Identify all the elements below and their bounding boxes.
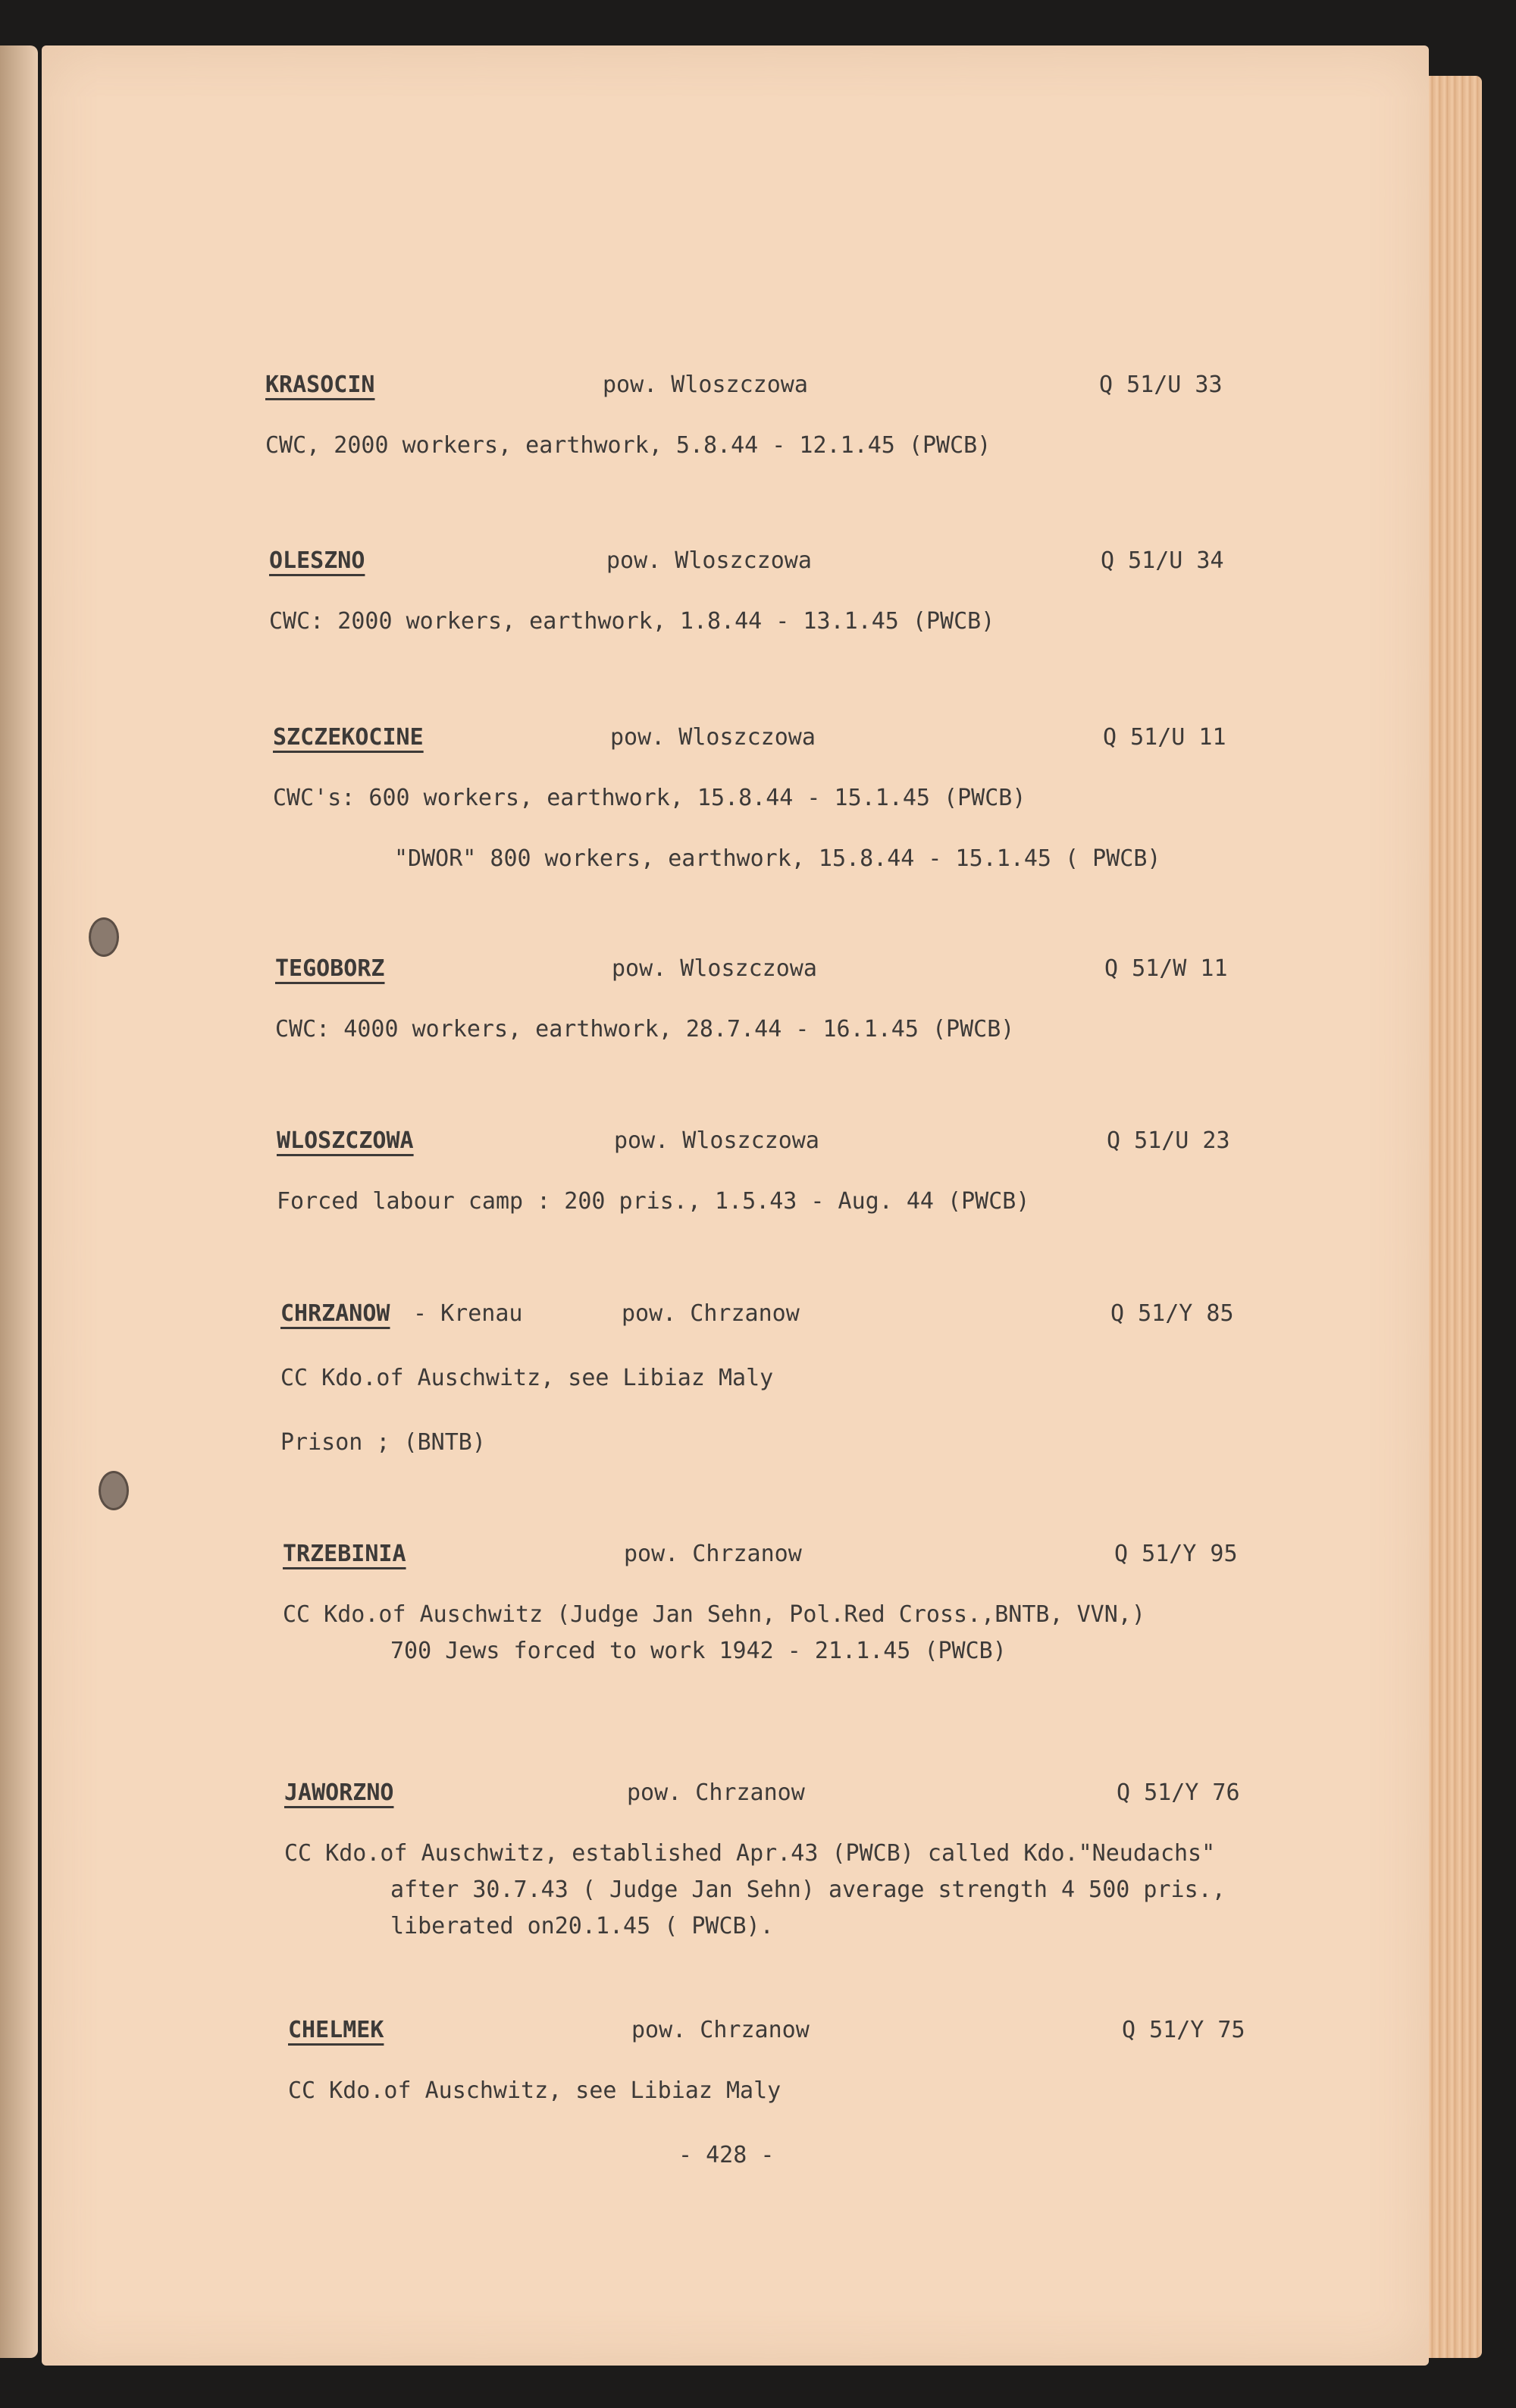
district-name: pow. Chrzanow [627, 1779, 805, 1806]
place-alias: - Krenau [413, 1300, 523, 1327]
district-name: pow. Wloszczowa [603, 372, 808, 398]
entry-detail-line: "DWOR" 800 workers, earthwork, 15.8.44 - 15.1.45 ( PWCB) [394, 845, 1161, 872]
document-page [42, 45, 1429, 2366]
entry-detail-line: CC Kdo.of Auschwitz, see Libiaz Maly [280, 1365, 774, 1391]
district-name: pow. Chrzanow [624, 1541, 802, 1567]
place-name: TEGOBORZ [275, 955, 385, 982]
district-name: pow. Chrzanow [622, 1300, 800, 1327]
entry-detail-line: Prison ; (BNTB) [280, 1429, 486, 1456]
grid-reference: Q 51/U 23 [1107, 1127, 1230, 1154]
place-name: OLESZNO [269, 547, 365, 574]
district-name: pow. Wloszczowa [612, 955, 817, 982]
grid-reference: Q 51/Y 75 [1122, 2017, 1245, 2043]
entry-detail-line: CWC, 2000 workers, earthwork, 5.8.44 - 12.1.45 (PWCB) [265, 432, 991, 459]
grid-reference: Q 51/U 34 [1101, 547, 1224, 574]
place-name: SZCZEKOCINE [273, 724, 424, 751]
place-name: KRASOCIN [265, 372, 375, 398]
entry-detail-line: CWC's: 600 workers, earthwork, 15.8.44 - 15.1.45 (PWCB) [273, 785, 1026, 811]
entry-detail-line: liberated on20.1.45 ( PWCB). [390, 1913, 774, 1939]
place-name: TRZEBINIA [283, 1541, 406, 1567]
entry-detail-line: CC Kdo.of Auschwitz, established Apr.43 (PWCB) called Kdo."Neudachs" [284, 1840, 1216, 1867]
entry-detail-line: after 30.7.43 ( Judge Jan Sehn) average strength 4 500 pris., [390, 1877, 1226, 1903]
grid-reference: Q 51/Y 76 [1117, 1779, 1240, 1806]
punch-hole [89, 917, 119, 957]
punch-hole [99, 1471, 129, 1510]
entry-detail-line: CC Kdo.of Auschwitz (Judge Jan Sehn, Pol.Red Cross.,BNTB, VVN,) [283, 1601, 1145, 1628]
entry-detail-line: 700 Jews forced to work 1942 - 21.1.45 (PWCB) [390, 1638, 1007, 1664]
entry-detail-line: Forced labour camp : 200 pris., 1.5.43 - Aug. 44 (PWCB) [277, 1188, 1030, 1215]
entry-detail-line: CWC: 4000 workers, earthwork, 28.7.44 - 16.1.45 (PWCB) [275, 1016, 1015, 1043]
place-name: WLOSZCZOWA [277, 1127, 414, 1154]
place-name: CHELMEK [288, 2017, 384, 2043]
district-name: pow. Wloszczowa [614, 1127, 819, 1154]
place-name: JAWORZNO [284, 1779, 394, 1806]
entry-detail-line: CWC: 2000 workers, earthwork, 1.8.44 - 13.1.45 (PWCB) [269, 608, 995, 635]
grid-reference: Q 51/U 11 [1103, 724, 1226, 751]
grid-reference: Q 51/Y 95 [1114, 1541, 1238, 1567]
grid-reference: Q 51/W 11 [1104, 955, 1228, 982]
district-name: pow. Chrzanow [631, 2017, 810, 2043]
district-name: pow. Wloszczowa [610, 724, 816, 751]
left-facing-page-edge [0, 45, 38, 2358]
grid-reference: Q 51/U 33 [1099, 372, 1223, 398]
district-name: pow. Wloszczowa [606, 547, 812, 574]
grid-reference: Q 51/Y 85 [1110, 1300, 1234, 1327]
page-number: - 428 - [678, 2142, 775, 2168]
place-name: CHRZANOW [280, 1300, 390, 1327]
entry-detail-line: CC Kdo.of Auschwitz, see Libiaz Maly [288, 2077, 781, 2104]
